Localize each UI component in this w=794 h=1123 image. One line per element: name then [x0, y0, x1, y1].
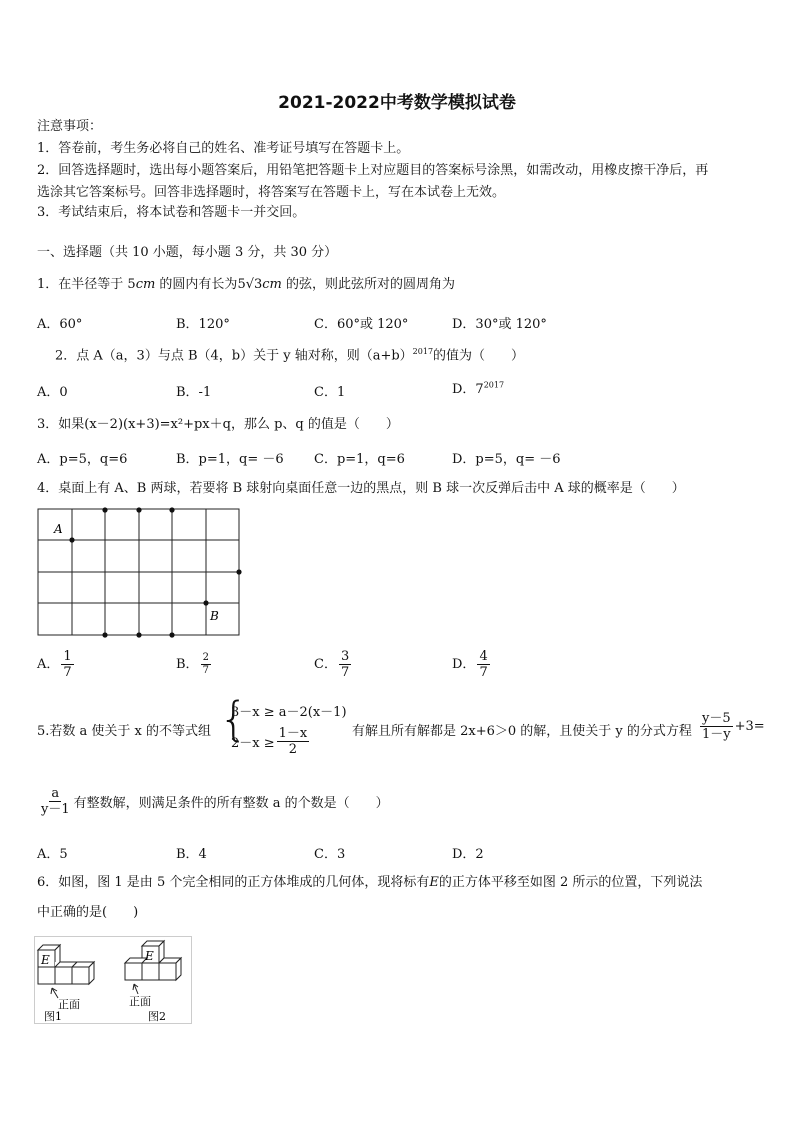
- numerator: 3: [340, 649, 350, 664]
- figure-1-label: 图1: [44, 1010, 62, 1023]
- target-dot[interactable]: [102, 507, 107, 512]
- q5-prefix: 5.若数 a 使关于 x 的不等式组: [37, 724, 212, 739]
- q4-option-d[interactable]: [452, 649, 492, 680]
- denominator: 2: [288, 742, 298, 757]
- denominator: 7: [479, 665, 488, 680]
- inequality-2: [231, 726, 311, 757]
- q1-mid: 的圆内有长为: [155, 277, 238, 292]
- notice-item-1: 1．答卷前，考生务必将自己的姓名、准考证号填写在答题卡上。: [37, 141, 410, 156]
- fraction: [201, 652, 211, 677]
- q4-option-d-label: D．: [452, 657, 476, 672]
- q2-exponent: 2017: [412, 347, 434, 356]
- target-dot[interactable]: [136, 632, 141, 637]
- numerator: 1－x: [278, 726, 308, 741]
- figure-2-label: 图2: [148, 1010, 166, 1023]
- q5-option-d[interactable]: D．2: [452, 847, 484, 862]
- q1-prefix: 1．在半径等于 5: [37, 277, 136, 292]
- q2-option-a[interactable]: A．0: [37, 385, 68, 400]
- ball-b-dot: [203, 600, 208, 605]
- numerator: 2: [202, 652, 209, 663]
- q4-option-c[interactable]: [314, 649, 353, 680]
- q2-suffix: 的值为（ ）: [433, 348, 525, 364]
- q1-unit2: cm: [262, 277, 282, 292]
- q5-option-b[interactable]: B．4: [176, 847, 207, 862]
- target-dot[interactable]: [236, 569, 241, 574]
- inequality-2-left: 2－x ≥: [231, 736, 275, 751]
- numerator: 1: [63, 649, 72, 664]
- q5-line-2-text: 有整数解，则满足条件的所有整数 a 的个数是（ ）: [73, 796, 389, 811]
- fraction: [39, 786, 72, 817]
- q2-option-d-exponent: 2017: [483, 380, 505, 390]
- denominator: 7: [340, 665, 350, 680]
- billiard-table-figure: [36, 507, 244, 639]
- fraction: [61, 649, 73, 680]
- fraction-equation: [698, 711, 765, 742]
- q1-radical: 5√3: [237, 277, 263, 292]
- inequality-1: 3－x ≥ a－2(x－1): [231, 705, 347, 720]
- notice-item-2: 2．回答选择题时，选出每小题答案后，用铅笔把答题卡上对应题目的答案标号涂黑，如需改动，用橡皮擦干净后，再: [37, 163, 709, 178]
- section-heading: 一、选择题（共 10 小题，每小题 3 分，共 30 分）: [37, 245, 338, 260]
- q1-unit1: cm: [135, 277, 156, 292]
- figure-2-front-label: 正面: [129, 995, 151, 1008]
- q2-option-d-base: D．7: [452, 382, 484, 397]
- fraction: [700, 711, 733, 742]
- q3-option-d[interactable]: D．p=5，q= －6: [452, 452, 561, 467]
- question-2: [55, 343, 524, 365]
- notice-item-3: 3．考试结束后，将本试卷和答题卡一并交回。: [37, 205, 306, 220]
- q4-option-b-label: B．: [176, 657, 199, 672]
- q5-mid: 有解且所有解都是 2x+6＞0 的解，且使关于 y 的分式方程: [352, 724, 692, 739]
- q6-e-label: E: [429, 875, 439, 890]
- notice-heading: 注意事项：: [37, 119, 103, 134]
- q4-option-a[interactable]: [37, 649, 76, 680]
- target-dot[interactable]: [169, 507, 174, 512]
- cube-figures: [34, 936, 192, 1024]
- target-dot[interactable]: [102, 632, 107, 637]
- q1-option-b[interactable]: B．120°: [176, 317, 230, 332]
- denominator: y－1: [41, 802, 70, 817]
- figure-1-front-label: 正面: [58, 998, 80, 1011]
- q3-option-a[interactable]: A．p=5，q=6: [37, 452, 128, 467]
- q3-option-c[interactable]: C．p=1，q=6: [314, 452, 405, 467]
- question-4: 4．桌面上有 A、B 两球，若要将 B 球射向桌面任意一边的黑点，则 B 球一次反弹后击中 A 球的概率是（ ）: [37, 481, 685, 496]
- q4-option-c-label: C．: [314, 657, 337, 672]
- front-arrow-icon: [133, 984, 138, 994]
- q2-text: 2．点 A（a，3）与点 B（4，b）关于 y 轴对称，则（a+b）: [55, 348, 413, 364]
- q1-option-c[interactable]: C．60°或 120°: [314, 317, 409, 332]
- notice-item-2-cont: 选涂其它答案标号。回答非选择题时，将答案写在答题卡上，写在本试卷上无效。: [37, 185, 506, 200]
- ball-b-label: B: [210, 609, 219, 623]
- q4-option-a-label: A．: [37, 657, 60, 672]
- numerator: a: [51, 786, 60, 801]
- target-dot[interactable]: [169, 632, 174, 637]
- ball-a-dot: [69, 537, 74, 542]
- fraction: [277, 726, 310, 757]
- figure-1-e-label: E: [41, 953, 50, 967]
- front-arrow-icon: [51, 988, 58, 998]
- q6-line-1-text: 6．如图，图 1 是由 5 个完全相同的正方体堆成的几何体，现将标有: [37, 875, 430, 890]
- numerator: y－5: [702, 711, 731, 726]
- question-3: 3．如果(x－2)(x+3)=x²+px＋q，那么 p、q 的值是（ ）: [37, 417, 399, 432]
- denominator: 7: [202, 665, 209, 676]
- q2-option-d[interactable]: [452, 378, 504, 397]
- q5-line-2: [37, 786, 389, 817]
- page-title: 2021-2022中考数学模拟试卷: [278, 93, 516, 113]
- ball-a-label: A: [54, 522, 63, 536]
- q3-option-b[interactable]: B．p=1，q= －6: [176, 452, 284, 467]
- figure-2-e-label: E: [145, 949, 154, 963]
- q6-line-1-tail: 的正方体平移至如图 2 所示的位置，下列说法: [438, 875, 703, 890]
- fraction: [339, 649, 351, 680]
- denominator: 1－y: [702, 727, 731, 742]
- question-1: [37, 276, 455, 294]
- q1-option-a[interactable]: A．60°: [37, 317, 83, 332]
- q4-option-b[interactable]: [176, 652, 213, 677]
- q1-option-d[interactable]: D．30°或 120°: [452, 317, 547, 332]
- question-6-line-1: [37, 874, 702, 892]
- q2-option-c[interactable]: C．1: [314, 385, 346, 400]
- q2-option-b[interactable]: B．-1: [176, 385, 212, 400]
- q5-option-c[interactable]: C．3: [314, 847, 346, 862]
- numerator: 4: [479, 649, 488, 664]
- target-dot[interactable]: [136, 507, 141, 512]
- denominator: 7: [63, 665, 72, 680]
- question-6-line-2: 中正确的是( ): [37, 905, 139, 920]
- fraction: [477, 649, 489, 680]
- q1-suffix: 的弦，则此弦所对的圆周角为: [281, 277, 456, 292]
- left-brace: {: [219, 692, 249, 746]
- equation-tail: +3=: [734, 719, 765, 734]
- table-grid: [38, 509, 239, 635]
- q5-option-a[interactable]: A．5: [37, 847, 68, 862]
